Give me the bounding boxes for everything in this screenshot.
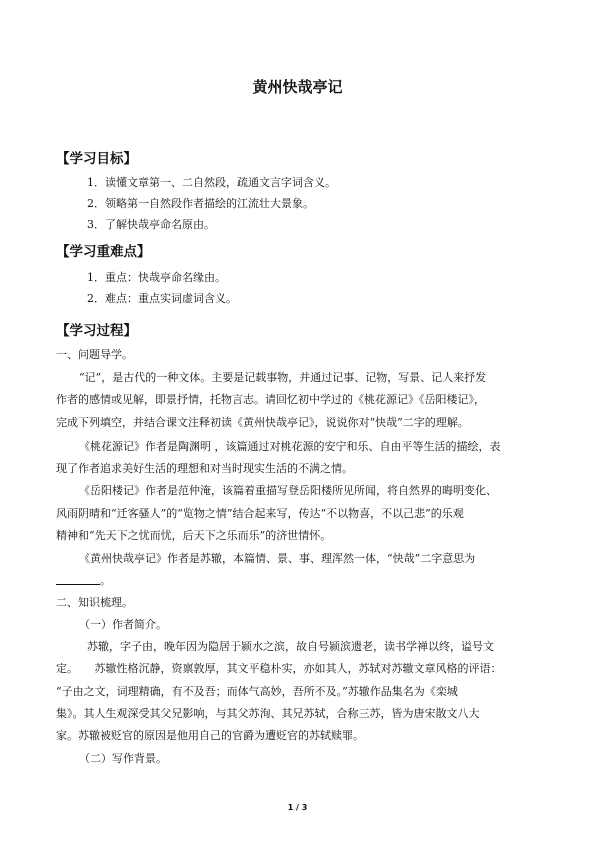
- period: 。: [100, 574, 111, 587]
- paragraph-line: 苏辙，字子由，晚年因为隐居于颍水之滨，故自号颍滨遗老，读书学禅以终，谥号文: [87, 640, 494, 653]
- paragraph-line: 《黄州快哉亭记》作者是苏辙，本篇情、景、事、理浑然一体，“快哉”二字意思为: [79, 552, 476, 565]
- list-item: 2．领略第一自然段作者描绘的江流壮大景象。: [87, 197, 314, 210]
- paragraph-line: 现了作者追求美好生活的理想和对当时现实生活的不满之情。: [56, 462, 353, 475]
- list-item: 1．重点：快哉亭命名缘由。: [87, 271, 226, 284]
- list-item: 2．难点：重点实词虚词含义。: [87, 292, 237, 305]
- page-title: 黄州快哉亭记: [252, 78, 343, 96]
- paragraph-line: 《桃花源记》作者是陶渊明 ，该篇通过对桃花源的安宁和乐、自由平等生活的描绘，表: [79, 440, 501, 453]
- paragraph-line: “记”，是古代的一种文体。主要是记载事物，并通过记事、记物，写景、记人来抒发: [79, 371, 487, 384]
- paragraph-line: 完成下列填空，并结合课文注释初读《黄州快哉亭记》，说说你对“快哉”二字的理解。: [56, 416, 469, 429]
- paragraph-line: 家。苏辙被贬官的原因是他用自己的官爵为遭贬官的苏轼赎罪。: [56, 729, 364, 742]
- sub-heading: （一）作者简介。: [79, 618, 167, 631]
- answer-blank: [56, 574, 100, 585]
- section-heading-goals: 【学习目标】: [56, 151, 137, 167]
- part-title: 一、问题导学。: [56, 348, 133, 361]
- paragraph-line: “子由之文，词理精确，有不及吾；而体气高妙，吾所不及。”苏辙作品集名为《栾城: [56, 685, 458, 698]
- paragraph-line: 定。 苏辙性格沉静，资禀敦厚，其文平稳朴实，亦如其人，苏轼对苏辙文章风格的评语：: [56, 662, 502, 675]
- page-number: 1 / 3: [287, 803, 308, 812]
- list-item: 3．了解快哉亭命名原由。: [87, 218, 215, 231]
- sub-heading: （二）写作背景。: [79, 752, 167, 765]
- list-item: 1．读懂文章第一、二自然段，疏通文言字词含义。: [87, 176, 336, 189]
- fill-in-line: [56, 574, 546, 588]
- paragraph-line: 作者的感情或见解，即景抒情，托物言志。请回忆初中学过的《桃花源记》《岳阳楼记》，: [56, 393, 485, 406]
- section-heading-process: 【学习过程】: [56, 323, 137, 339]
- paragraph-line: 集》。其人生观深受其父兄影响，与其父苏洵、其兄苏轼，合称三苏，皆为唐宋散文八大: [56, 707, 480, 720]
- paragraph-line: 风雨阴晴和“迁客骚人”的“览物之情”结合起来写，传达“不以物喜，不以己悲”的乐观: [56, 507, 464, 520]
- paragraph-line: 《岳阳楼记》作者是范仲淹，该篇着重描写登岳阳楼所见所闻，将自然界的晦明变化、: [79, 484, 497, 497]
- paragraph-line: 精神和“先天下之忧而忧，后天下之乐而乐”的济世情怀。: [56, 529, 332, 542]
- part-title: 二、知识梳理。: [56, 596, 133, 609]
- section-heading-key-points: 【学习重难点】: [56, 244, 151, 260]
